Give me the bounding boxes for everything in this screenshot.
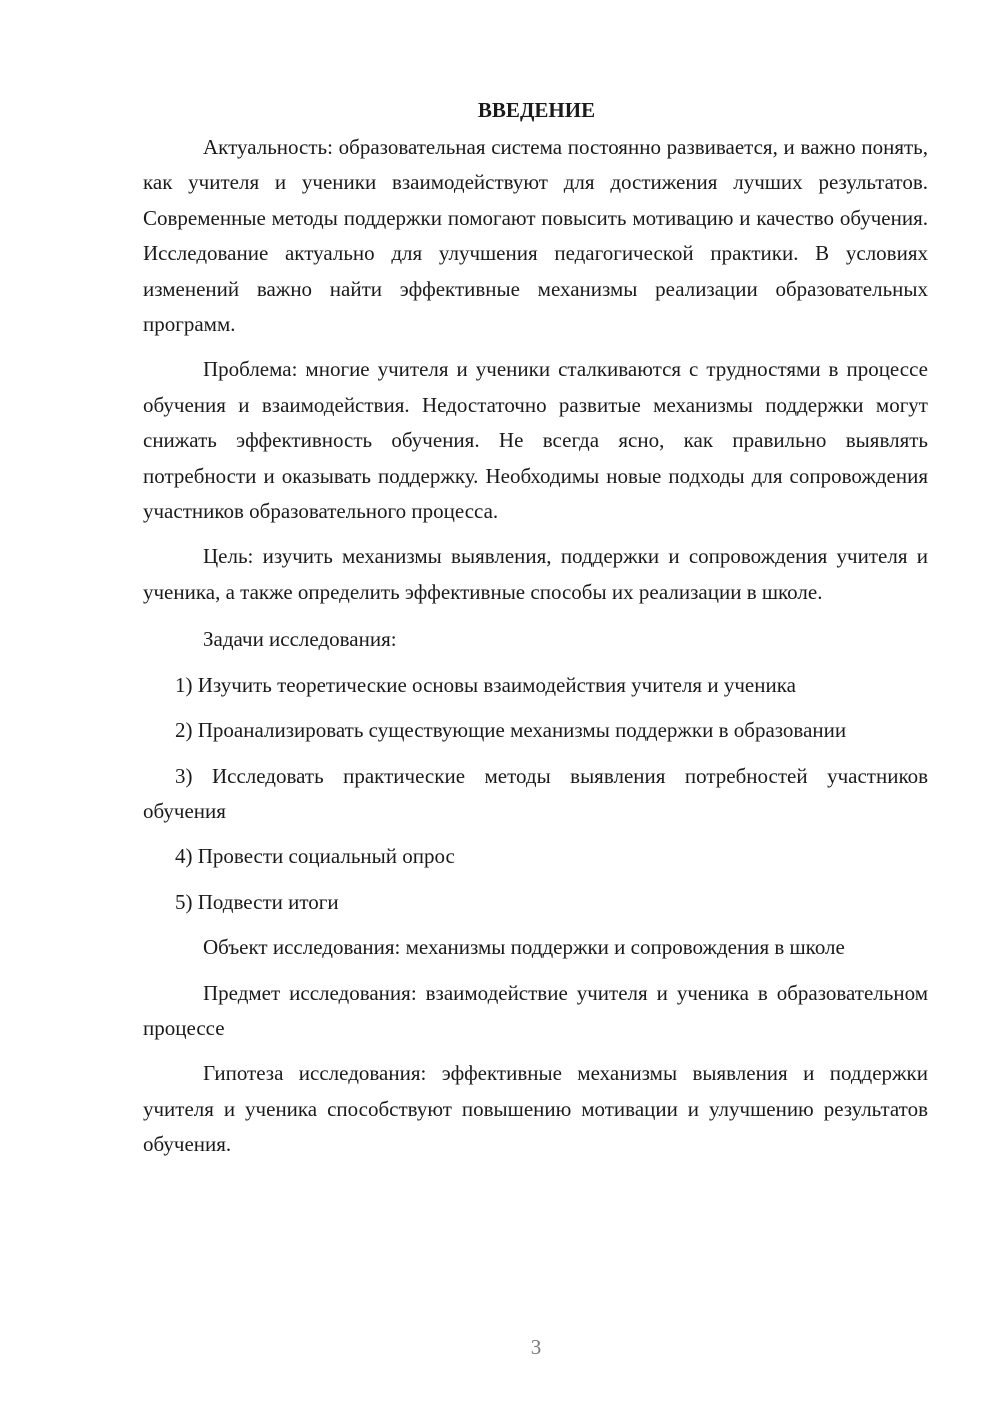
task-item-5: 5) Подвести итоги [175,889,339,914]
document-page [143,92,928,1163]
page-number: 3 [530,1335,542,1359]
paragraph-subject: Предмет исследования: взаимодействие учителя и ученика в образовательном процессе [143,980,928,1040]
task-item-3: 3) Исследовать практические методы выявления потребностей участников обучения [143,763,928,823]
paragraph-goal: Цель: изучить механизмы выявления, поддержки и сопровождения учителя и ученика, а также определить эффективные способы их реализации в школе. [143,544,928,604]
paragraph-hypothesis: Гипотеза исследования: эффективные механизмы выявления и поддержки учителя и ученика способствуют повышению мотивации и улучшению результатов обучения. [143,1061,928,1157]
task-item-2: 2) Проанализировать существующие механизмы поддержки в образовании [175,718,847,743]
task-item-4: 4) Провести социальный опрос [175,844,455,869]
paragraph-problem: Проблема: многие учителя и ученики сталкиваются с трудностями в процессе обучения и взаимодействия. Недостаточно развитые механизмы поддержки могут снижать эффективность обучения. Не всегда ясно, как правильно выявлять потребности и оказывать поддержку. Необходимы новые подходы для сопровождения участников образовательного процесса. [143,357,928,524]
tasks-heading: Задачи исследования: [203,627,397,652]
page-title: ВВЕДЕНИЕ [477,98,596,122]
paragraph-object: Объект исследования: механизмы поддержки и сопровождения в школе [203,935,845,960]
task-item-1: 1) Изучить теоретические основы взаимодействия учителя и ученика [175,672,796,697]
paragraph-relevance: Актуальность: образовательная система постоянно развивается, и важно понять, как учителя и ученики взаимодействуют для достижения лучших результатов. Современные методы поддержки помогают повысить мотивацию и качество обучения. Исследование актуально для улучшения педагогической практики. В условиях изменений важно найти эффективные механизмы реализации образовательных программ. [143,135,928,337]
